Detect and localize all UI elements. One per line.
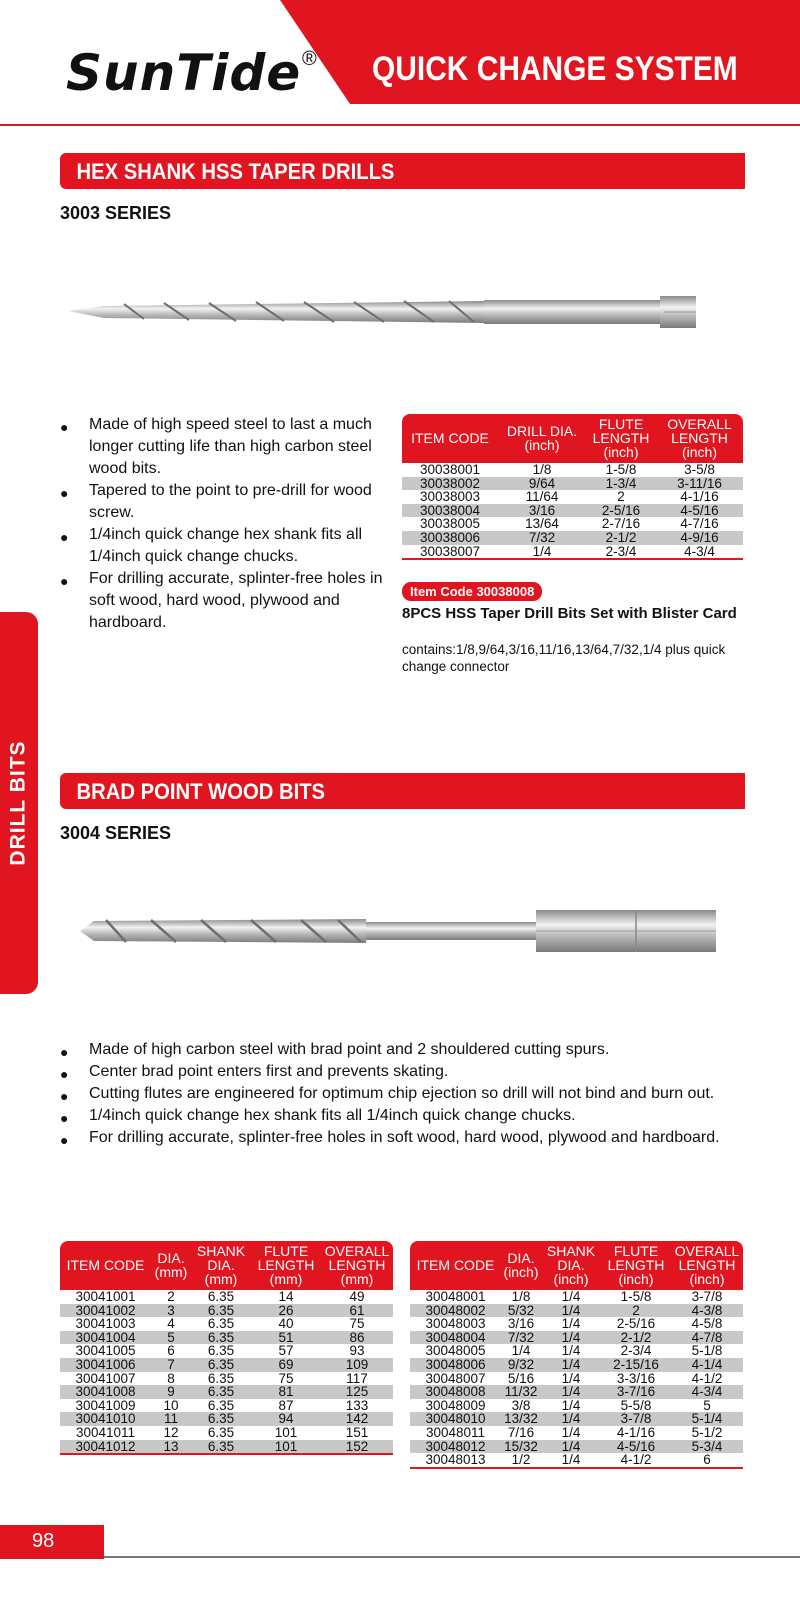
table-cell: 3/16 <box>507 1316 535 1332</box>
table-row <box>60 1331 393 1345</box>
table-cell: 11/32 <box>501 1385 541 1399</box>
table-cell: 3-7/8 <box>601 1412 671 1426</box>
table-row <box>402 463 743 477</box>
table-cell: 5-1/8 <box>691 1343 723 1359</box>
list-item: ● For drilling accurate, splinter-free holes in soft wood, hard wood, plywood and hardboard. <box>60 568 395 634</box>
table-row <box>402 504 743 518</box>
table-cell: 57 <box>278 1343 294 1359</box>
table-cell: 30048011 <box>425 1424 486 1440</box>
table-cell: 3-11/16 <box>656 477 743 491</box>
column-header: ITEM CODE <box>410 1241 501 1290</box>
table-cell: 30048008 <box>410 1385 501 1399</box>
brad-point-mm-table <box>60 1241 393 1455</box>
table-cell: 5 <box>703 1397 711 1413</box>
table-cell: 3-7/8 <box>691 1289 723 1304</box>
section2-title-bar <box>60 773 745 809</box>
table-cell: 4-5/16 <box>601 1440 671 1454</box>
header-title: QUICK CHANGE SYSTEM <box>372 50 738 88</box>
table-cell: 6.35 <box>207 1316 235 1332</box>
table-cell: 30038004 <box>402 504 498 518</box>
table-cell: 5/16 <box>507 1370 535 1386</box>
table-cell: 1/4 <box>561 1289 581 1304</box>
table-row <box>410 1304 743 1318</box>
table-cell: 3 <box>151 1304 191 1318</box>
table-cell: 3/16 <box>498 504 586 518</box>
list-item: ● Made of high carbon steel with brad point and 2 shouldered cutting spurs. <box>60 1039 750 1061</box>
column-header: DIA. (inch) <box>501 1241 541 1290</box>
table-cell: 6.35 <box>207 1424 235 1440</box>
table-row <box>60 1304 393 1318</box>
table-row <box>60 1317 393 1331</box>
table-cell: 1/4 <box>561 1316 581 1332</box>
table-cell: 7/32 <box>498 531 586 545</box>
table-cell: 4-3/8 <box>671 1304 743 1318</box>
table-cell: 2-3/4 <box>605 543 637 559</box>
table-cell: 5 <box>151 1331 191 1345</box>
table-cell: 1/8 <box>532 462 552 477</box>
table-cell: 2-3/4 <box>620 1343 652 1359</box>
table-cell: 1/4 <box>541 1304 601 1318</box>
table-cell: 6 <box>167 1343 175 1359</box>
table-cell: 13/64 <box>525 516 559 532</box>
column-header: OVERALL LENGTH (inch) <box>656 414 743 463</box>
table-cell: 6.35 <box>191 1331 251 1345</box>
table-cell: 9/32 <box>501 1358 541 1372</box>
table-cell: 125 <box>321 1385 393 1399</box>
table-cell: 14 <box>278 1289 294 1304</box>
table-cell: 101 <box>251 1440 321 1454</box>
table-cell: 2-5/16 <box>586 504 656 518</box>
table-cell: 5/32 <box>501 1304 541 1318</box>
section2-features <box>60 1039 750 1149</box>
table-cell: 11 <box>151 1412 191 1426</box>
list-item: ● Tapered to the point to pre-drill for wood screw. <box>60 480 395 524</box>
column-header: OVERALL LENGTH (mm) <box>321 1241 393 1290</box>
column-header: FLUTE LENGTH (inch) <box>586 414 656 463</box>
list-item: ● Made of high speed steel to last a much longer cutting life than high carbon steel wood bits. <box>60 414 395 480</box>
table-row <box>410 1385 743 1399</box>
table-cell: 30038006 <box>402 531 498 545</box>
table-cell: 4-3/4 <box>671 1385 743 1399</box>
table-cell: 142 <box>321 1412 393 1426</box>
table-row <box>402 517 743 531</box>
list-item: ● Center brad point enters first and prevents skating. <box>60 1061 750 1083</box>
table-cell: 6 <box>703 1452 711 1468</box>
table-cell: 93 <box>349 1343 365 1359</box>
table-row <box>410 1317 743 1331</box>
section1-series: 3003 SERIES <box>60 203 172 223</box>
table-cell: 81 <box>251 1385 321 1399</box>
table-cell: 9 <box>151 1385 191 1399</box>
table-cell: 4-7/16 <box>680 516 719 532</box>
table-cell: 2-1/2 <box>601 1331 671 1345</box>
table-cell: 30048005 <box>425 1343 486 1359</box>
table-cell: 30041010 <box>60 1412 151 1426</box>
table-cell: 15/32 <box>501 1440 541 1454</box>
set-title: 8PCS HSS Taper Drill Bits Set with Blister Card <box>402 605 737 622</box>
table-cell: 30041005 <box>75 1343 136 1359</box>
table-cell: 30048004 <box>410 1331 501 1345</box>
table-cell: 1/4 <box>541 1385 601 1399</box>
list-item: ● Cutting flutes are engineered for optimum chip ejection so drill will not bind and burn out. <box>60 1083 750 1105</box>
list-item: ● For drilling accurate, splinter-free holes in soft wood, hard wood, plywood and hardboard. <box>60 1127 750 1149</box>
brand-logo: SunTide <box>66 44 302 102</box>
table-cell: 1/4 <box>561 1343 581 1359</box>
table-cell: 30048003 <box>425 1316 486 1332</box>
table-cell: 1/4 <box>541 1412 601 1426</box>
table-cell: 4-1/4 <box>671 1358 743 1372</box>
table-cell: 6.35 <box>207 1289 235 1304</box>
section1-title-bar <box>60 153 745 189</box>
table-cell: 7/32 <box>501 1331 541 1345</box>
table-cell: 4-5/8 <box>691 1316 723 1332</box>
table-cell: 4-7/8 <box>671 1331 743 1345</box>
table-cell: 4 <box>167 1316 175 1332</box>
table-cell: 30048010 <box>410 1412 501 1426</box>
section2-title: BRAD POINT WOOD BITS <box>76 779 326 804</box>
table-cell: 2-15/16 <box>601 1358 671 1372</box>
table-cell: 6.35 <box>191 1412 251 1426</box>
table-cell: 9/64 <box>498 477 586 491</box>
table-cell: 30048006 <box>410 1358 501 1372</box>
table-cell: 87 <box>278 1397 294 1413</box>
table-row <box>60 1426 393 1440</box>
table-cell: 6.35 <box>191 1304 251 1318</box>
table-row <box>60 1358 393 1372</box>
side-tab-label: DRILL BITS <box>7 740 30 866</box>
table-cell: 1/4 <box>511 1343 531 1359</box>
table-cell: 7/16 <box>507 1424 535 1440</box>
table-cell: 6.35 <box>207 1370 235 1386</box>
table-cell: 6.35 <box>191 1358 251 1372</box>
table-cell: 30048001 <box>425 1289 486 1304</box>
table-row <box>410 1372 743 1386</box>
table-cell: 30048013 <box>425 1452 486 1468</box>
table-cell: 30048012 <box>410 1440 501 1454</box>
table-cell: 8 <box>167 1370 175 1386</box>
table-cell: 86 <box>321 1331 393 1345</box>
table-cell: 3-5/8 <box>684 462 715 477</box>
table-row <box>410 1331 743 1345</box>
table-cell: 6.35 <box>191 1385 251 1399</box>
table-cell: 151 <box>345 1424 369 1440</box>
column-header: SHANK DIA. (inch) <box>541 1241 601 1290</box>
table-cell: 4-5/16 <box>656 504 743 518</box>
column-header: ITEM CODE <box>60 1241 151 1290</box>
table-cell: 11/64 <box>525 489 559 505</box>
column-header: OVERALL LENGTH (inch) <box>671 1241 743 1290</box>
column-header: DRILL DIA. (inch) <box>498 414 586 463</box>
table-cell: 51 <box>251 1331 321 1345</box>
table-cell: 1/4 <box>561 1424 581 1440</box>
table-cell: 4-9/16 <box>656 531 743 545</box>
table-cell: 5-1/2 <box>691 1424 723 1440</box>
table-row <box>410 1399 743 1413</box>
column-header: ITEM CODE <box>402 414 498 463</box>
brad-point-bit-image <box>76 906 721 956</box>
taper-drill-spec-table <box>402 414 743 560</box>
table-cell: 4-1/16 <box>680 489 719 505</box>
table-cell: 30038003 <box>419 489 481 505</box>
column-header: FLUTE LENGTH (inch) <box>601 1241 671 1290</box>
table-cell: 4-3/4 <box>684 543 715 559</box>
side-tab-label-wrap <box>0 612 38 994</box>
table-cell: 75 <box>349 1316 365 1332</box>
column-header: SHANK DIA. (mm) <box>191 1241 251 1290</box>
table-cell: 7 <box>151 1358 191 1372</box>
table-cell: 1/4 <box>541 1440 601 1454</box>
table-cell: 4-1/2 <box>691 1370 723 1386</box>
footer-divider <box>104 1556 800 1558</box>
table-cell: 5-5/8 <box>620 1397 652 1413</box>
table-cell: 1/8 <box>511 1289 531 1304</box>
brad-point-inch-table <box>410 1241 743 1469</box>
table-cell: 101 <box>274 1424 298 1440</box>
list-item: ● 1/4inch quick change hex shank fits all 1/4inch quick change chucks. <box>60 524 395 568</box>
table-cell: 5-1/4 <box>671 1412 743 1426</box>
list-item: ● 1/4inch quick change hex shank fits all 1/4inch quick change chucks. <box>60 1105 750 1127</box>
table-cell: 30041003 <box>75 1316 136 1332</box>
registered-mark: ® <box>302 48 317 70</box>
table-cell: 2-1/2 <box>586 531 656 545</box>
table-cell: 2-7/16 <box>601 516 641 532</box>
table-row <box>402 545 743 559</box>
table-cell: 6.35 <box>207 1343 235 1359</box>
table-cell: 2-5/16 <box>616 1316 656 1332</box>
table-row <box>410 1453 743 1467</box>
table-row <box>410 1426 743 1440</box>
table-cell: 1-5/8 <box>605 462 637 477</box>
column-header: DIA. (mm) <box>151 1241 191 1290</box>
column-header: FLUTE LENGTH (mm) <box>251 1241 321 1290</box>
section1-features <box>60 414 395 634</box>
section2-series: 3004 SERIES <box>60 823 172 843</box>
table-cell: 30041009 <box>75 1397 136 1413</box>
table-cell: 133 <box>345 1397 369 1413</box>
table-cell: 10 <box>163 1397 179 1413</box>
table-cell: 1/2 <box>511 1452 531 1468</box>
table-cell: 30048007 <box>425 1370 486 1386</box>
table-cell: 2 <box>167 1289 175 1304</box>
table-cell: 30048009 <box>425 1397 486 1413</box>
table-row <box>60 1385 393 1399</box>
table-cell: 30038001 <box>419 462 481 477</box>
table-cell: 40 <box>278 1316 294 1332</box>
table-cell: 1/4 <box>561 1370 581 1386</box>
table-row <box>410 1290 743 1304</box>
table-cell: 30038005 <box>419 516 481 532</box>
table-cell: 6.35 <box>207 1397 235 1413</box>
table-row <box>410 1358 743 1372</box>
table-row <box>60 1399 393 1413</box>
table-cell: 75 <box>278 1370 294 1386</box>
table-cell: 30041002 <box>60 1304 151 1318</box>
table-row <box>410 1412 743 1426</box>
table-row <box>402 477 743 491</box>
table-row <box>60 1344 393 1358</box>
table-cell: 30038002 <box>402 477 498 491</box>
table-cell: 109 <box>321 1358 393 1372</box>
set-item-code-badge: Item Code 30038008 <box>402 582 542 601</box>
page-number: 98 <box>32 1530 55 1552</box>
table-cell: 69 <box>251 1358 321 1372</box>
table-cell: 30041006 <box>60 1358 151 1372</box>
table-cell: 13/32 <box>501 1412 541 1426</box>
table-cell: 152 <box>321 1440 393 1454</box>
table-cell: 2 <box>601 1304 671 1318</box>
table-row <box>402 490 743 504</box>
table-cell: 2 <box>617 489 625 505</box>
table-row <box>60 1440 393 1454</box>
table-cell: 6.35 <box>191 1440 251 1454</box>
table-cell: 1/4 <box>561 1452 581 1468</box>
table-cell: 3-7/16 <box>601 1385 671 1399</box>
table-cell: 1/4 <box>532 543 552 559</box>
table-row <box>60 1290 393 1304</box>
table-cell: 30038007 <box>419 543 481 559</box>
table-cell: 30041008 <box>60 1385 151 1399</box>
section1-title: HEX SHANK HSS TAPER DRILLS <box>76 159 395 184</box>
table-cell: 94 <box>251 1412 321 1426</box>
table-cell: 3-3/16 <box>616 1370 656 1386</box>
table-row <box>410 1440 743 1454</box>
header-divider <box>0 124 800 126</box>
table-cell: 26 <box>251 1304 321 1318</box>
table-cell: 30041007 <box>75 1370 136 1386</box>
table-cell: 1/4 <box>561 1397 581 1413</box>
table-row <box>60 1412 393 1426</box>
table-cell: 3/8 <box>511 1397 531 1413</box>
table-cell: 4-1/2 <box>620 1452 652 1468</box>
table-cell: 1/4 <box>541 1358 601 1372</box>
table-cell: 1-5/8 <box>620 1289 652 1304</box>
table-cell: 30041011 <box>75 1424 136 1440</box>
table-row <box>402 531 743 545</box>
table-cell: 4-1/16 <box>616 1424 656 1440</box>
table-cell: 1/4 <box>541 1331 601 1345</box>
table-row <box>60 1372 393 1386</box>
table-cell: 13 <box>151 1440 191 1454</box>
table-cell: 30048002 <box>410 1304 501 1318</box>
table-cell: 61 <box>321 1304 393 1318</box>
table-cell: 30041012 <box>60 1440 151 1454</box>
table-cell: 12 <box>163 1424 179 1440</box>
table-cell: 30041004 <box>60 1331 151 1345</box>
table-cell: 1-3/4 <box>586 477 656 491</box>
table-row <box>410 1344 743 1358</box>
table-cell: 30041001 <box>75 1289 136 1304</box>
taper-drill-image <box>64 292 704 332</box>
table-cell: 117 <box>346 1370 368 1386</box>
set-contents: contains:1/8,9/64,3/16,11/16,13/64,7/32,1/4 plus quick change connector <box>402 642 726 674</box>
table-cell: 49 <box>349 1289 365 1304</box>
table-cell: 5-3/4 <box>671 1440 743 1454</box>
